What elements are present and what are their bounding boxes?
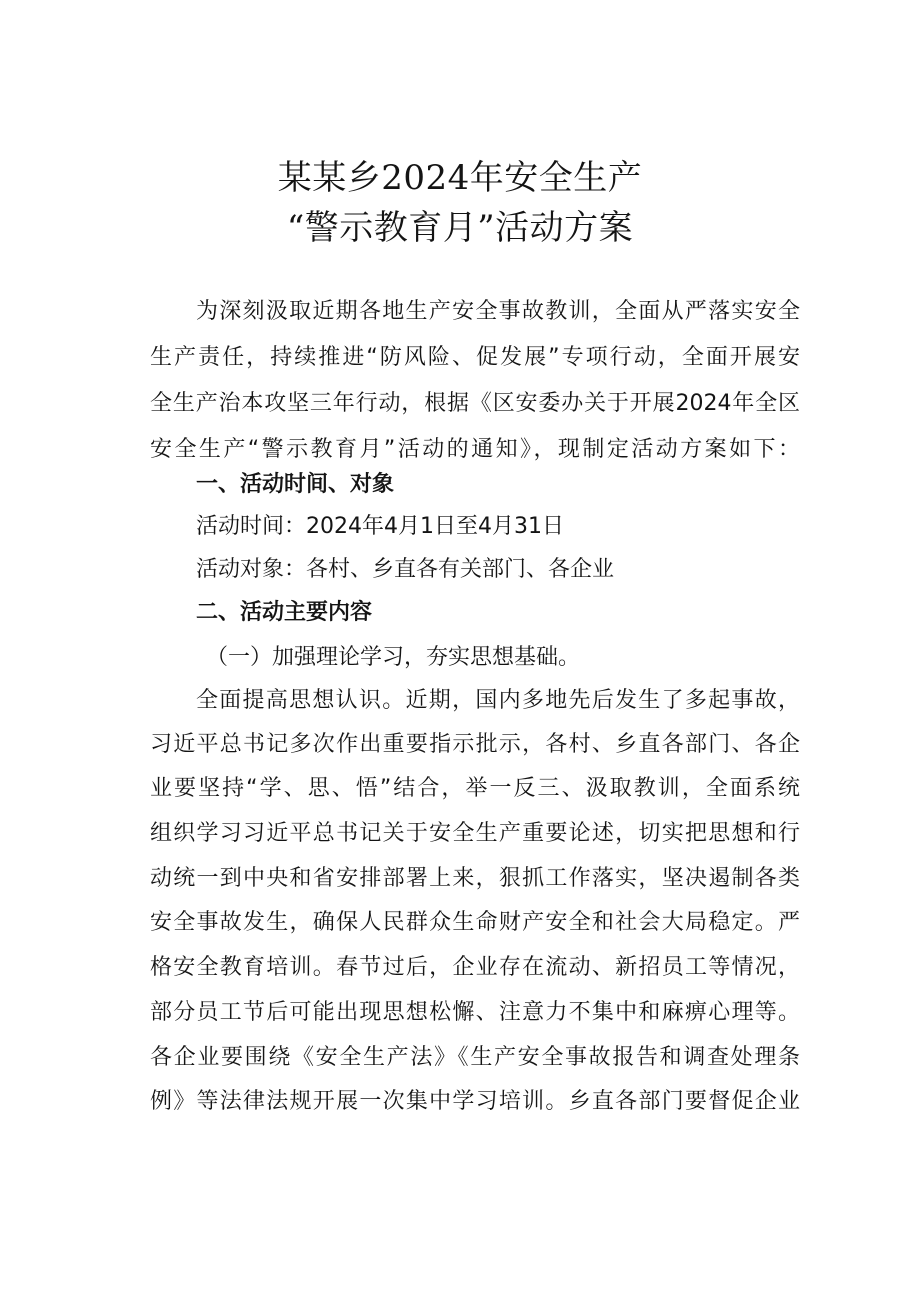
activity-time-line: 活动时间：2024年4月1日至4月31日 <box>196 514 564 539</box>
body-line-5: 动统一到中央和省安排部署上来，狠抓工作落实，坚决遏制各类 <box>150 866 800 891</box>
intro-line-3: 全生产治本攻坚三年行动，根据《区安委办关于开展2024年全区 <box>150 391 800 416</box>
activity-target-line: 活动对象：各村、乡直各有关部门、各企业 <box>196 557 615 582</box>
body-line-7: 格安全教育培训。春节过后，企业存在流动、新招员工等情况， <box>150 955 800 980</box>
document-title-line-2: “警示教育月”活动方案 <box>286 208 634 248</box>
body-line-2: 习近平总书记多次作出重要指示批示，各村、乡直各部门、各企 <box>150 732 800 757</box>
intro-line-2: 生产责任，持续推进“防风险、促发展”专项行动，全面开展安 <box>150 345 800 370</box>
body-line-8: 部分员工节后可能出现思想松懈、注意力不集中和麻痹心理等。 <box>150 1000 800 1025</box>
body-line-9: 各企业要围绕《安全生产法》《生产安全事故报告和调查处理条 <box>150 1045 800 1070</box>
section-2-heading: 二、活动主要内容 <box>196 600 373 625</box>
document-title-line-1: 某某乡2024年安全生产 <box>277 158 643 198</box>
section-2-subheading: （一）加强理论学习，夯实思想基础。 <box>206 645 581 670</box>
body-line-4: 组织学习习近平总书记关于安全生产重要论述，切实把思想和行 <box>150 821 800 846</box>
body-line-6: 安全事故发生，确保人民群众生命财产安全和社会大局稳定。严 <box>150 910 800 935</box>
intro-line-4: 安全生产“警示教育月”活动的通知》，现制定活动方案如下： <box>150 437 800 462</box>
body-line-10: 例》等法律法规开展一次集中学习培训。乡直各部门要督促企业 <box>150 1089 800 1114</box>
body-line-3: 业要坚持“学、思、悟”结合，举一反三、汲取教训，全面系统 <box>150 776 800 801</box>
body-line-1: 全面提高思想认识。近期，国内多地先后发生了多起事故， <box>196 688 800 713</box>
intro-line-1: 为深刻汲取近期各地生产安全事故教训，全面从严落实安全 <box>196 299 800 324</box>
section-1-heading: 一、活动时间、对象 <box>196 472 395 497</box>
